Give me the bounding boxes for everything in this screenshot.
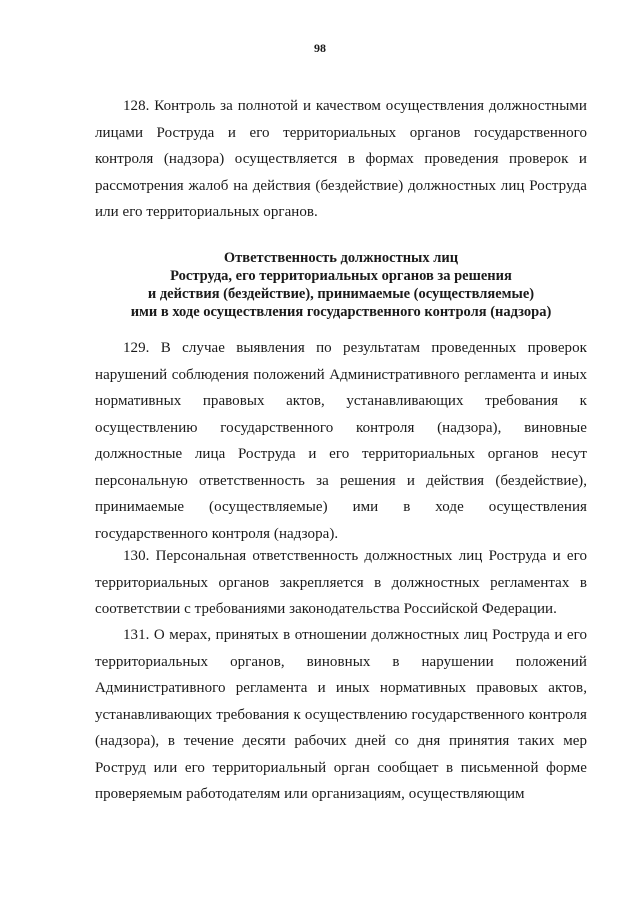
section-heading-line: Роструда, его территориальных органов за решения: [170, 268, 512, 284]
page-number: 98: [314, 41, 326, 55]
section-heading-line: Ответственность должностных лиц: [223, 250, 459, 266]
paragraph-131: 131. О мерах, принятых в отношении должностных лиц Роструда и его территориальных органов, виновных в нарушении положений Административного регламента и иных нормативных правовых актов, устанавливающих требования к осуществлению государственного контроля (надзора), в течение десяти рабочих дней со дня принятия таких мер Роструд или его территориальный орган сообщает в письменной форме проверяемым работодателям или организациям, осуществляющим: [95, 627, 587, 802]
section-heading-line: ими в ходе осуществления государственного контроля (надзора): [130, 304, 552, 320]
section-heading-line: и действия (бездействие), принимаемые (осуществляемые): [147, 286, 535, 302]
paragraph-128: 128. Контроль за полнотой и качеством осуществления должностными лицами Роструда и его территориальных органов государственного контроля (надзора) осуществляется в формах проведения проверок и рассмотрения жалоб на действия (бездействие) должностных лиц Роструда или его территориальных органов.: [95, 98, 587, 220]
section-heading: [95, 249, 587, 321]
paragraph-129: 129. В случае выявления по результатам проведенных проверок нарушений соблюдения положений Административного регламента и иных нормативных правовых актов, устанавливающих требования к осуществлению государственного контроля (надзора), виновные должностные лица Роструда и его территориальных органов несут персональную ответственность за решения и действия (бездействие), принимаемые (осуществляемые) ими в ходе осуществления государственного контроля (надзора).: [95, 340, 587, 542]
paragraph-130: 130. Персональная ответственность должностных лиц Роструда и его территориальных органов закрепляется в должностных регламентах в соответствии с требованиями законодательства Российской Федерации.: [95, 548, 587, 617]
